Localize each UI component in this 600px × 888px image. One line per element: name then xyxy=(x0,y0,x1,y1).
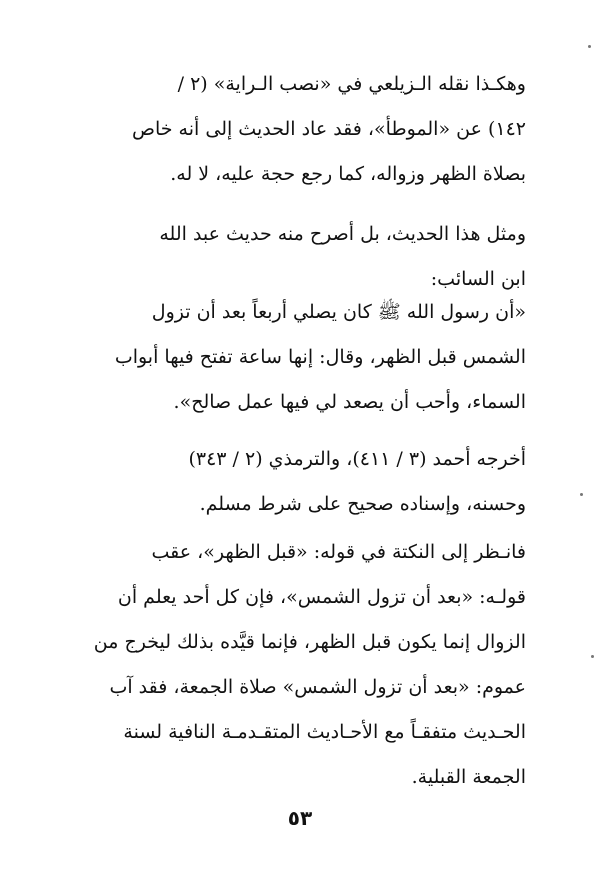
text-line: السماء، وأحب أن يصعد لي فيها عمل صالح». xyxy=(173,391,526,413)
paragraph-zaylai-citation xyxy=(86,62,526,197)
text-line: قولـه: «بعد أن تزول الشمس»، فإن كل أحد يعلم أن xyxy=(117,586,526,608)
paragraph-ibn-al-saib-intro xyxy=(86,212,526,302)
text-line: أخرجه أحمد (٣ / ٤١١)، والترمذي (٢ / ٣٤٣) xyxy=(188,448,526,470)
paragraph-analysis xyxy=(86,530,526,800)
text-line: ابن السائب: xyxy=(430,268,526,290)
text-line: وهكـذا نقله الـزيلعي في «نصب الـراية» (٢ / xyxy=(177,73,526,95)
text-line: الزوال إنما يكون قبل الظهر، فإنما قيَّده بذلك ليخرج من xyxy=(93,631,526,653)
scan-speck xyxy=(588,45,591,48)
text-line: «أن رسول الله ﷺ كان يصلي أربعاً بعد أن تزول xyxy=(151,301,526,323)
text-line: وحسنه، وإسناده صحيح على شرط مسلم. xyxy=(199,493,526,515)
text-line: الحـديث متفقـاً مع الأحـاديث المتقـدمـة النافية لسنة xyxy=(123,721,526,743)
page-number: ٥٣ xyxy=(287,806,313,830)
paragraph-hadith-quote xyxy=(86,290,526,425)
text-line: عموم: «بعد أن تزول الشمس» صلاة الجمعة، فقد آب xyxy=(109,676,526,698)
text-line: بصلاة الظهر وزواله، كما رجع حجة عليه، لا له. xyxy=(170,163,526,185)
text-line: ومثل هذا الحديث، بل أصرح منه حديث عبد الله xyxy=(159,223,526,245)
text-line: فانـظر إلى النكتة في قوله: «قبل الظهر»، عقب xyxy=(151,541,526,563)
scan-speck xyxy=(580,493,583,496)
text-line: ١٤٢) عن «الموطأ»، فقد عاد الحديث إلى أنه خاص xyxy=(132,118,526,140)
text-line: الجمعة القبلية. xyxy=(411,766,526,788)
scan-speck xyxy=(591,655,594,658)
paragraph-takhrij xyxy=(86,437,526,527)
text-line: الشمس قبل الظهر، وقال: إنها ساعة تفتح فيها أبواب xyxy=(114,346,526,368)
